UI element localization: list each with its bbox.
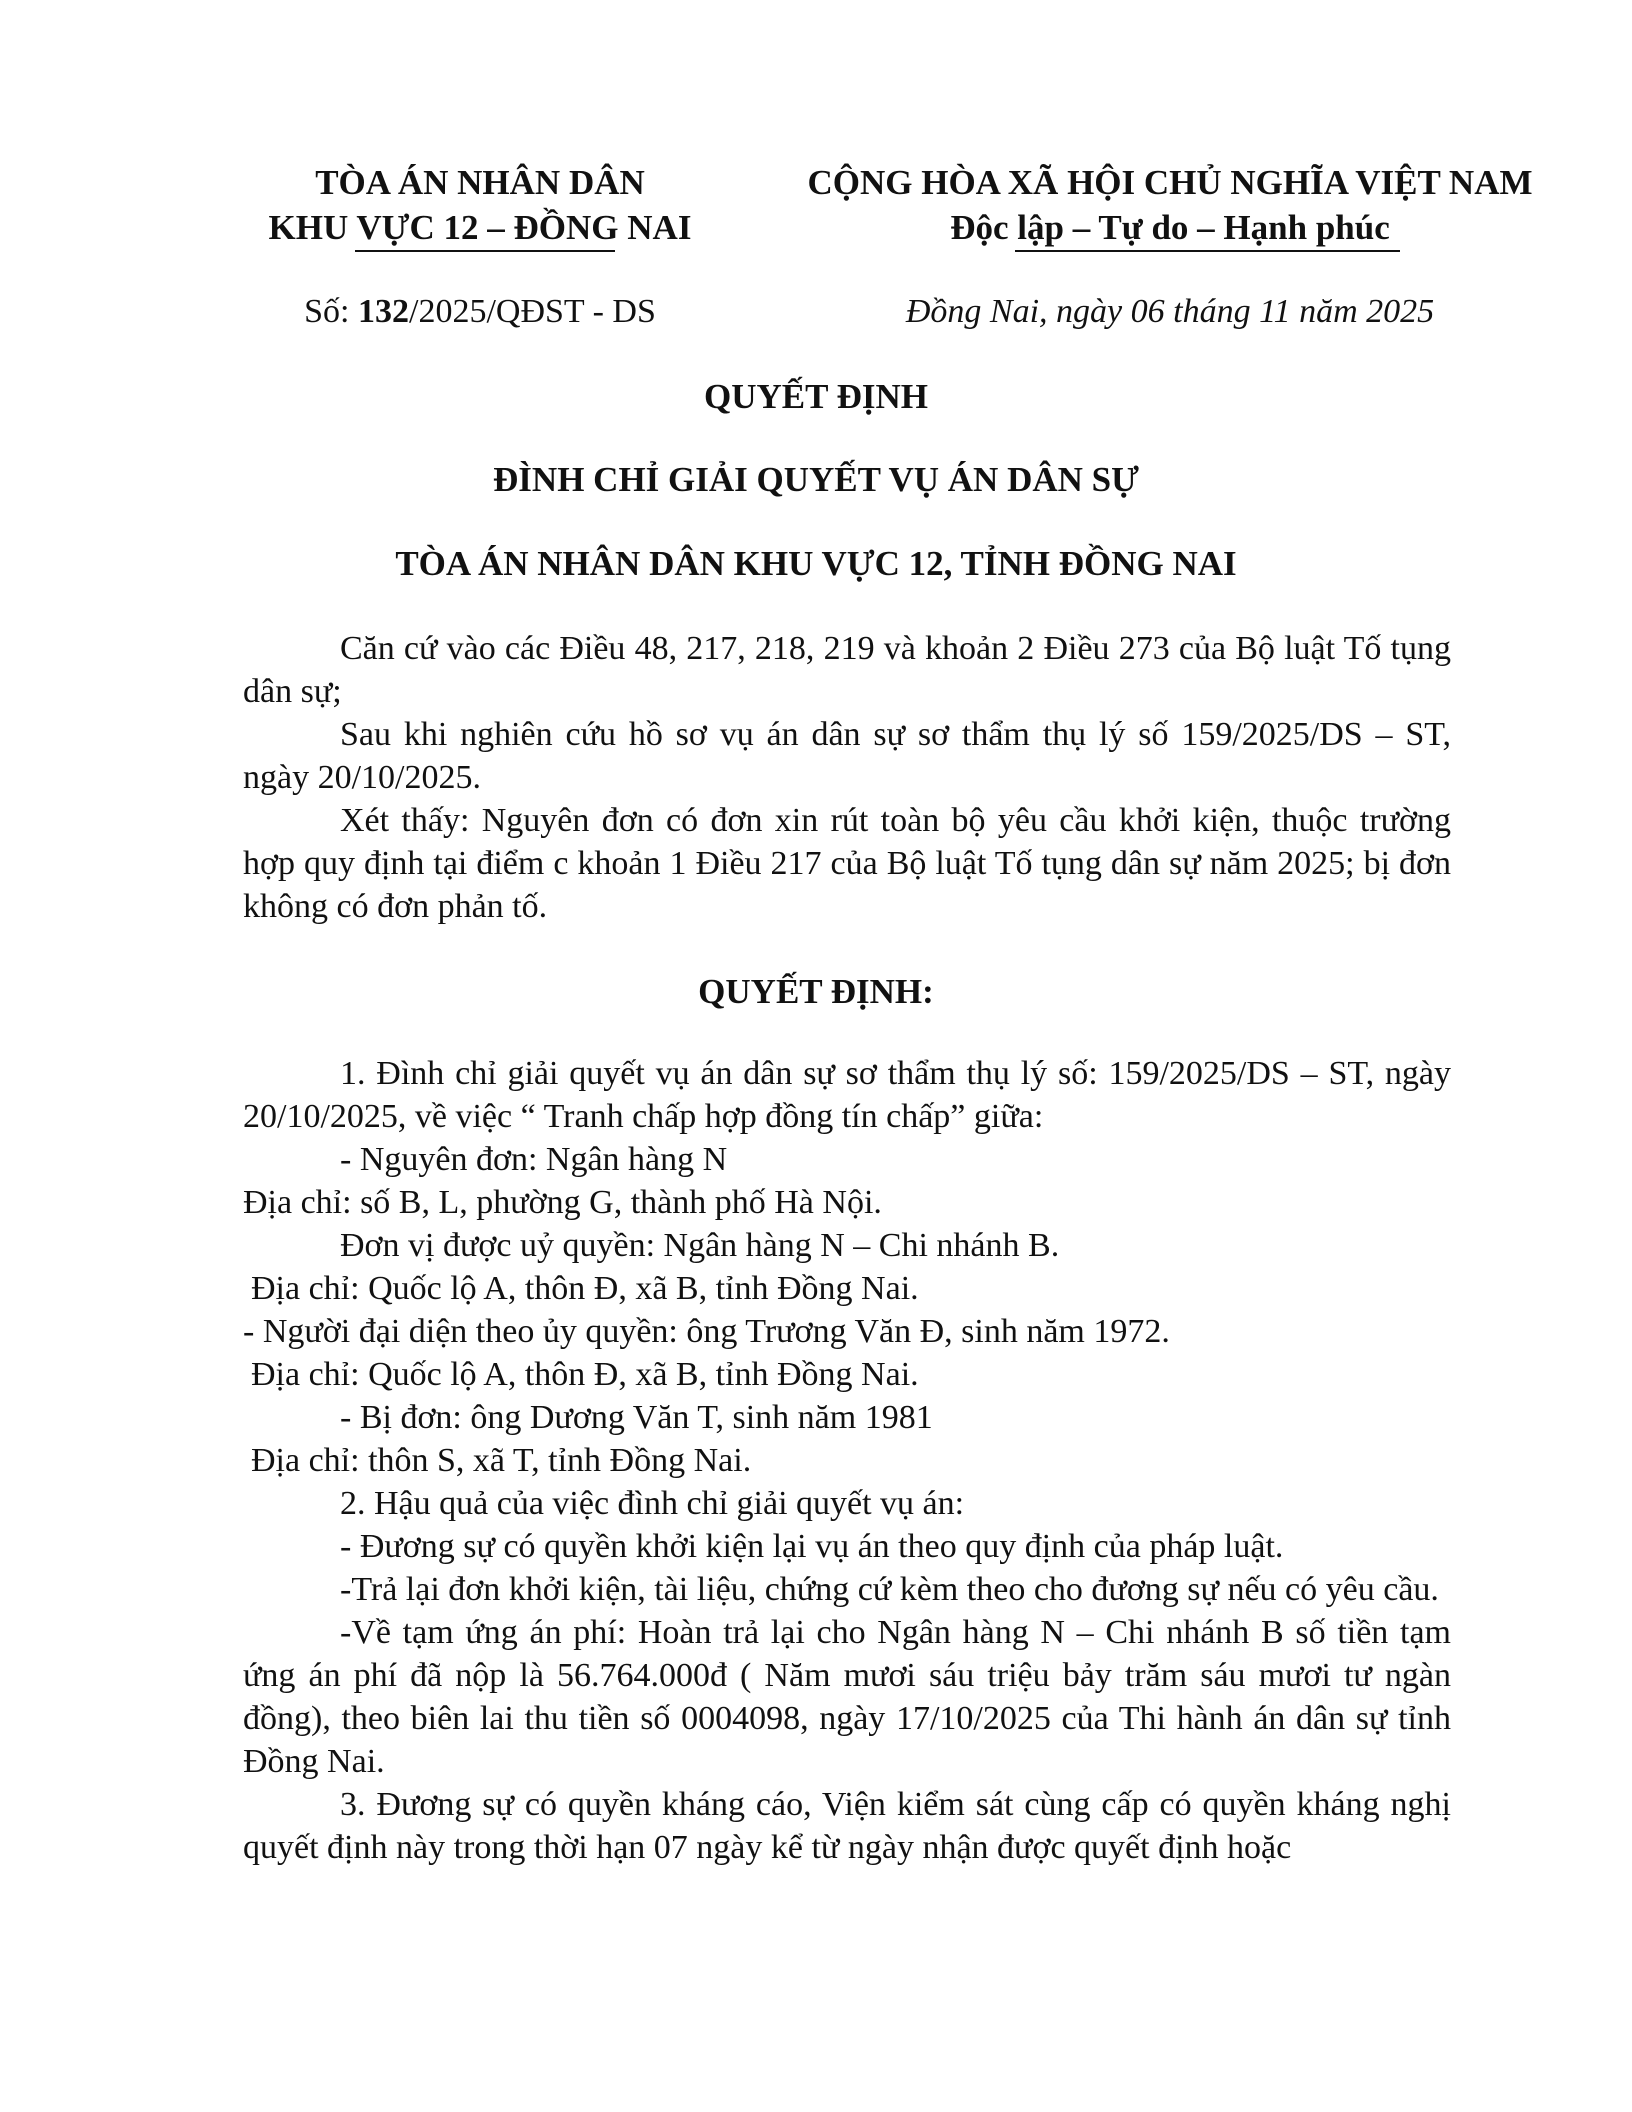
court-name-block [220,160,740,250]
motto-underline [1015,250,1400,252]
court-name-line1: TÒA ÁN NHÂN DÂN [315,163,645,202]
item-1: 1. Đình chỉ giải quyết vụ án dân sự sơ thẩm thụ lý số: 159/2025/DS – ST, ngày 20/10/2025, về việc “ Tranh chấp hợp đồng tín chấp” giữa: [243,1055,1451,1135]
representative-address: Địa chỉ: Quốc lộ A, thôn Đ, xã B, tỉnh Đồng Nai. [251,1356,919,1393]
case-review: Sau khi nghiên cứu hồ sơ vụ án dân sự sơ thẩm thụ lý số 159/2025/DS – ST, ngày 20/10/2025. [243,716,1451,796]
decision-heading: QUYẾT ĐỊNH: [698,972,934,1011]
decision-subject: ĐÌNH CHỈ GIẢI QUYẾT VỤ ÁN DÂN SỰ [493,460,1139,499]
preamble [243,627,1451,928]
authorized-unit: Đơn vị được uỷ quyền: Ngân hàng N – Chi nhánh B. [340,1227,1060,1264]
place-date: Đồng Nai, ngày 06 tháng 11 năm 2025 [905,293,1435,330]
document-number: Số: 132/2025/QĐST - DS [304,293,656,330]
representative: - Người đại diện theo ủy quyền: ông Trương Văn Đ, sinh năm 1972. [243,1313,1170,1350]
defendant: - Bị đơn: ông Dương Văn T, sinh năm 1981 [340,1399,933,1436]
republic-name: CỘNG HÒA XÃ HỘI CHỦ NGHĨA VIỆT NAM [807,163,1533,202]
issuing-court: TÒA ÁN NHÂN DÂN KHU VỰC 12, TỈNH ĐỒNG NAI [395,544,1237,583]
document-number-bold: 132 [358,293,409,330]
considerations: Xét thấy: Nguyên đơn có đơn xin rút toàn bộ yêu cầu khởi kiện, thuộc trường hợp quy định tại điểm c khoản 1 Điều 217 của Bộ luật Tố tụng dân sự năm 2025; bị đơn không có đơn phản tố. [243,802,1451,925]
court-name-line2: KHU VỰC 12 – ĐỒNG NAI [268,208,692,247]
decision-title: QUYẾT ĐỊNH [704,377,928,416]
authorized-unit-address: Địa chỉ: Quốc lộ A, thôn Đ, xã B, tỉnh Đồng Nai. [251,1270,919,1307]
plaintiff: - Nguyên đơn: Ngân hàng N [340,1141,728,1178]
item-2-a: - Đương sự có quyền khởi kiện lại vụ án theo quy định của pháp luật. [340,1528,1284,1565]
item-3: 3. Đương sự có quyền kháng cáo, Viện kiểm sát cùng cấp có quyền kháng nghị quyết định này trong thời hạn 07 ngày kể từ ngày nhận được quyết định hoặc [243,1786,1451,1866]
item-2-c: -Về tạm ứng án phí: Hoàn trả lại cho Ngân hàng N – Chi nhánh B số tiền tạm ứng án phí đã nộp là 56.764.000đ ( Năm mươi sáu triệu bảy trăm sáu mươi tư ngàn đồng), theo biên lai thu tiền số 0004098, ngày 17/10/2025 của Thi hành án dân sự tỉnh Đồng Nai. [243,1614,1451,1780]
defendant-address: Địa chỉ: thôn S, xã T, tỉnh Đồng Nai. [251,1442,752,1479]
legal-basis: Căn cứ vào các Điều 48, 217, 218, 219 và khoản 2 Điều 273 của Bộ luật Tố tụng dân sự; [243,630,1451,710]
court-name-underline [355,250,615,252]
national-motto-block [760,160,1580,250]
decision-body [243,1052,1451,1869]
item-2: 2. Hậu quả của việc đình chỉ giải quyết vụ án: [340,1485,965,1522]
motto: Độc lập – Tự do – Hạnh phúc [950,208,1390,247]
item-2-b: -Trả lại đơn khởi kiện, tài liệu, chứng cứ kèm theo cho đương sự nếu có yêu cầu. [340,1571,1439,1608]
plaintiff-address: Địa chỉ: số B, L, phường G, thành phố Hà Nội. [243,1184,882,1221]
